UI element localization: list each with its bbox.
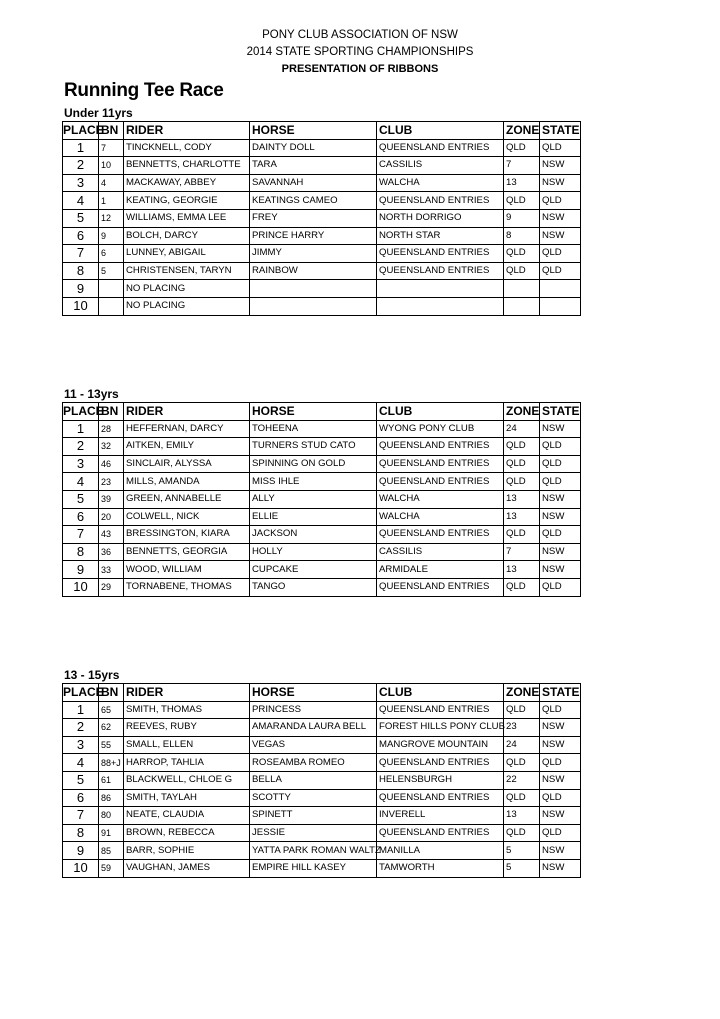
table-header-row [63, 684, 581, 702]
cell-rider: SMALL, ELLEN [124, 736, 250, 754]
cell-horse [250, 297, 377, 315]
cell-bn: 65 [99, 701, 124, 719]
cell-zone: 13 [504, 561, 540, 579]
cell-rider: VAUGHAN, JAMES [124, 859, 250, 877]
column-header-horse: HORSE [250, 122, 377, 140]
cell-rider: BROWN, REBECCA [124, 824, 250, 842]
cell-zone: 9 [504, 209, 540, 227]
column-header-place: PLACE [63, 403, 99, 421]
cell-horse: MISS IHLE [250, 473, 377, 491]
cell-place: 6 [63, 508, 99, 526]
table-row [63, 139, 581, 157]
column-header-rider: RIDER [124, 122, 250, 140]
table-row [63, 174, 581, 192]
cell-zone: 22 [504, 771, 540, 789]
cell-rider: MILLS, AMANDA [124, 473, 250, 491]
cell-place: 10 [63, 578, 99, 596]
cell-club: INVERELL [377, 807, 504, 825]
event-title: Running Tee Race [64, 80, 224, 101]
cell-rider: WILLIAMS, EMMA LEE [124, 209, 250, 227]
cell-state: NSW [540, 174, 581, 192]
column-header-place: PLACE [63, 122, 99, 140]
cell-horse: SAVANNAH [250, 174, 377, 192]
cell-rider: KEATING, GEORGIE [124, 192, 250, 210]
cell-place: 6 [63, 789, 99, 807]
section-13-15 [62, 667, 580, 878]
cell-horse: CUPCAKE [250, 561, 377, 579]
table-row [63, 245, 581, 263]
cell-place: 2 [63, 719, 99, 737]
cell-club: WALCHA [377, 508, 504, 526]
cell-club: QUEENSLAND ENTRIES [377, 473, 504, 491]
cell-horse: SPINETT [250, 807, 377, 825]
cell-state: QLD [540, 262, 581, 280]
cell-state: QLD [540, 754, 581, 772]
cell-rider: BRESSINGTON, KIARA [124, 526, 250, 544]
results-table [62, 121, 581, 316]
cell-state: NSW [540, 157, 581, 175]
cell-club [377, 297, 504, 315]
column-header-horse: HORSE [250, 684, 377, 702]
cell-place: 10 [63, 859, 99, 877]
cell-rider: HEFFERNAN, DARCY [124, 420, 250, 438]
cell-place: 2 [63, 438, 99, 456]
cell-bn: 1 [99, 192, 124, 210]
cell-zone: 13 [504, 508, 540, 526]
cell-zone [504, 280, 540, 298]
cell-place: 10 [63, 297, 99, 315]
cell-rider: LUNNEY, ABIGAIL [124, 245, 250, 263]
table-row [63, 209, 581, 227]
cell-zone: 7 [504, 543, 540, 561]
cell-rider: AITKEN, EMILY [124, 438, 250, 456]
cell-zone: 13 [504, 807, 540, 825]
cell-state [540, 280, 581, 298]
cell-rider: TORNABENE, THOMAS [124, 578, 250, 596]
cell-club: QUEENSLAND ENTRIES [377, 262, 504, 280]
cell-bn: 91 [99, 824, 124, 842]
cell-place: 4 [63, 192, 99, 210]
cell-zone: QLD [504, 139, 540, 157]
cell-place: 3 [63, 455, 99, 473]
cell-state: NSW [540, 807, 581, 825]
cell-rider: NEATE, CLAUDIA [124, 807, 250, 825]
cell-state: NSW [540, 490, 581, 508]
cell-horse: TURNERS STUD CATO [250, 438, 377, 456]
cell-horse: SCOTTY [250, 789, 377, 807]
table-row [63, 262, 581, 280]
cell-state: QLD [540, 701, 581, 719]
column-header-zone: ZONE [504, 684, 540, 702]
cell-bn: 85 [99, 842, 124, 860]
results-table [62, 402, 581, 597]
cell-state: NSW [540, 508, 581, 526]
cell-horse: ALLY [250, 490, 377, 508]
cell-place: 2 [63, 157, 99, 175]
cell-zone: QLD [504, 578, 540, 596]
cell-rider: BOLCH, DARCY [124, 227, 250, 245]
cell-club: MANILLA [377, 842, 504, 860]
cell-rider: TINCKNELL, CODY [124, 139, 250, 157]
cell-place: 5 [63, 209, 99, 227]
cell-place: 8 [63, 824, 99, 842]
cell-place: 9 [63, 842, 99, 860]
table-row [63, 719, 581, 737]
cell-zone: 13 [504, 174, 540, 192]
cell-zone: 24 [504, 420, 540, 438]
cell-zone: QLD [504, 824, 540, 842]
cell-horse: PRINCE HARRY [250, 227, 377, 245]
cell-zone: QLD [504, 789, 540, 807]
table-row [63, 490, 581, 508]
cell-horse: AMARANDA LAURA BELL [250, 719, 377, 737]
column-header-club: CLUB [377, 403, 504, 421]
cell-state: NSW [540, 719, 581, 737]
cell-bn: 7 [99, 139, 124, 157]
cell-club: QUEENSLAND ENTRIES [377, 578, 504, 596]
cell-bn: 4 [99, 174, 124, 192]
cell-state: NSW [540, 227, 581, 245]
cell-bn [99, 280, 124, 298]
cell-bn: 55 [99, 736, 124, 754]
cell-bn: 32 [99, 438, 124, 456]
cell-bn: 86 [99, 789, 124, 807]
cell-horse: JIMMY [250, 245, 377, 263]
cell-bn: 39 [99, 490, 124, 508]
table-row [63, 824, 581, 842]
cell-zone: QLD [504, 526, 540, 544]
cell-rider: GREEN, ANNABELLE [124, 490, 250, 508]
table-row [63, 280, 581, 298]
cell-club: WALCHA [377, 490, 504, 508]
cell-state: NSW [540, 561, 581, 579]
cell-zone: QLD [504, 455, 540, 473]
championship-title: 2014 STATE SPORTING CHAMPIONSHIPS [246, 46, 474, 58]
cell-club: QUEENSLAND ENTRIES [377, 789, 504, 807]
cell-place: 5 [63, 771, 99, 789]
cell-place: 9 [63, 561, 99, 579]
cell-horse: JACKSON [250, 526, 377, 544]
cell-state: NSW [540, 209, 581, 227]
cell-club: QUEENSLAND ENTRIES [377, 438, 504, 456]
cell-club: MANGROVE MOUNTAIN [377, 736, 504, 754]
cell-club: FOREST HILLS PONY CLUB [377, 719, 504, 737]
table-row [63, 157, 581, 175]
column-header-rider: RIDER [124, 403, 250, 421]
cell-place: 1 [63, 420, 99, 438]
cell-zone: QLD [504, 473, 540, 491]
table-row [63, 807, 581, 825]
cell-bn: 43 [99, 526, 124, 544]
org-title: PONY CLUB ASSOCIATION OF NSW [262, 29, 458, 41]
cell-horse: DAINTY DOLL [250, 139, 377, 157]
column-header-bn: BN [99, 122, 124, 140]
cell-place: 4 [63, 754, 99, 772]
cell-horse: JESSIE [250, 824, 377, 842]
cell-horse: SPINNING ON GOLD [250, 455, 377, 473]
cell-horse: KEATINGS CAMEO [250, 192, 377, 210]
cell-horse: RAINBOW [250, 262, 377, 280]
cell-zone: 7 [504, 157, 540, 175]
cell-rider: REEVES, RUBY [124, 719, 250, 737]
cell-state: QLD [540, 245, 581, 263]
cell-bn: 46 [99, 455, 124, 473]
cell-place: 8 [63, 543, 99, 561]
cell-club: WALCHA [377, 174, 504, 192]
cell-rider: BENNETTS, GEORGIA [124, 543, 250, 561]
cell-place: 7 [63, 245, 99, 263]
cell-zone: QLD [504, 245, 540, 263]
table-row [63, 736, 581, 754]
table-row [63, 578, 581, 596]
cell-state: QLD [540, 455, 581, 473]
table-row [63, 455, 581, 473]
cell-state: QLD [540, 139, 581, 157]
column-header-club: CLUB [377, 684, 504, 702]
table-header-row [63, 403, 581, 421]
cell-zone: 13 [504, 490, 540, 508]
cell-bn: 61 [99, 771, 124, 789]
cell-rider: BLACKWELL, CHLOE G [124, 771, 250, 789]
cell-zone: 5 [504, 859, 540, 877]
cell-bn: 10 [99, 157, 124, 175]
cell-rider: NO PLACING [124, 297, 250, 315]
cell-place: 5 [63, 490, 99, 508]
cell-horse: TARA [250, 157, 377, 175]
cell-zone: QLD [504, 192, 540, 210]
cell-state: QLD [540, 824, 581, 842]
cell-horse: TANGO [250, 578, 377, 596]
age-group-title: 13 - 15yrs [64, 668, 120, 682]
table-row [63, 473, 581, 491]
cell-bn: 12 [99, 209, 124, 227]
cell-club: NORTH STAR [377, 227, 504, 245]
cell-place: 4 [63, 473, 99, 491]
table-row [63, 438, 581, 456]
age-group-title: 11 - 13yrs [64, 387, 119, 401]
cell-club: TAMWORTH [377, 859, 504, 877]
table-row [63, 771, 581, 789]
cell-horse: HOLLY [250, 543, 377, 561]
column-header-zone: ZONE [504, 403, 540, 421]
column-header-state: STATE [540, 122, 581, 140]
column-header-state: STATE [540, 684, 581, 702]
cell-horse: BELLA [250, 771, 377, 789]
table-row [63, 754, 581, 772]
cell-club: HELENSBURGH [377, 771, 504, 789]
cell-state: NSW [540, 736, 581, 754]
cell-bn: 62 [99, 719, 124, 737]
cell-horse: ROSEAMBA ROMEO [250, 754, 377, 772]
cell-state: QLD [540, 192, 581, 210]
cell-rider: BENNETTS, CHARLOTTE [124, 157, 250, 175]
results-table [62, 683, 581, 878]
cell-zone: QLD [504, 438, 540, 456]
column-header-horse: HORSE [250, 403, 377, 421]
cell-state: NSW [540, 771, 581, 789]
cell-rider: MACKAWAY, ABBEY [124, 174, 250, 192]
cell-bn: 29 [99, 578, 124, 596]
cell-club: QUEENSLAND ENTRIES [377, 824, 504, 842]
cell-state: QLD [540, 473, 581, 491]
column-header-zone: ZONE [504, 122, 540, 140]
cell-zone: QLD [504, 754, 540, 772]
cell-rider: SMITH, TAYLAH [124, 789, 250, 807]
cell-state: QLD [540, 438, 581, 456]
column-header-place: PLACE [63, 684, 99, 702]
table-header-row [63, 122, 581, 140]
cell-bn: 6 [99, 245, 124, 263]
table-row [63, 859, 581, 877]
table-row [63, 842, 581, 860]
age-group-title: Under 11yrs [64, 106, 133, 120]
cell-horse: ELLIE [250, 508, 377, 526]
cell-horse: VEGAS [250, 736, 377, 754]
cell-bn: 5 [99, 262, 124, 280]
cell-place: 7 [63, 807, 99, 825]
section-11-13 [62, 386, 580, 597]
cell-state: NSW [540, 543, 581, 561]
table-row [63, 192, 581, 210]
cell-state: NSW [540, 420, 581, 438]
cell-club: NORTH DORRIGO [377, 209, 504, 227]
cell-club: WYONG PONY CLUB [377, 420, 504, 438]
cell-bn: 20 [99, 508, 124, 526]
cell-state: NSW [540, 859, 581, 877]
cell-club: QUEENSLAND ENTRIES [377, 245, 504, 263]
cell-zone: QLD [504, 701, 540, 719]
cell-rider: WOOD, WILLIAM [124, 561, 250, 579]
table-row [63, 420, 581, 438]
cell-state: QLD [540, 578, 581, 596]
cell-bn: 23 [99, 473, 124, 491]
cell-rider: BARR, SOPHIE [124, 842, 250, 860]
cell-zone: 8 [504, 227, 540, 245]
cell-horse: PRINCESS [250, 701, 377, 719]
cell-bn: 33 [99, 561, 124, 579]
cell-zone: QLD [504, 262, 540, 280]
cell-place: 9 [63, 280, 99, 298]
cell-club: QUEENSLAND ENTRIES [377, 701, 504, 719]
cell-horse: FREY [250, 209, 377, 227]
table-row [63, 508, 581, 526]
section-under-11 [62, 105, 580, 316]
table-row [63, 701, 581, 719]
cell-bn: 80 [99, 807, 124, 825]
cell-zone: 5 [504, 842, 540, 860]
cell-club: QUEENSLAND ENTRIES [377, 455, 504, 473]
cell-club: QUEENSLAND ENTRIES [377, 754, 504, 772]
cell-state: QLD [540, 526, 581, 544]
cell-horse: EMPIRE HILL KASEY [250, 859, 377, 877]
cell-place: 8 [63, 262, 99, 280]
cell-bn: 59 [99, 859, 124, 877]
column-header-bn: BN [99, 403, 124, 421]
cell-rider: SINCLAIR, ALYSSA [124, 455, 250, 473]
cell-club: QUEENSLAND ENTRIES [377, 139, 504, 157]
cell-state [540, 297, 581, 315]
table-row [63, 526, 581, 544]
cell-bn: 88+J [99, 754, 124, 772]
column-header-state: STATE [540, 403, 581, 421]
cell-rider: CHRISTENSEN, TARYN [124, 262, 250, 280]
cell-bn [99, 297, 124, 315]
column-header-club: CLUB [377, 122, 504, 140]
table-row [63, 543, 581, 561]
cell-zone: 24 [504, 736, 540, 754]
cell-club: CASSILIS [377, 543, 504, 561]
cell-club: QUEENSLAND ENTRIES [377, 526, 504, 544]
cell-club [377, 280, 504, 298]
cell-place: 3 [63, 736, 99, 754]
cell-rider: SMITH, THOMAS [124, 701, 250, 719]
cell-zone: 23 [504, 719, 540, 737]
cell-bn: 28 [99, 420, 124, 438]
cell-club: QUEENSLAND ENTRIES [377, 192, 504, 210]
cell-club: ARMIDALE [377, 561, 504, 579]
cell-place: 1 [63, 701, 99, 719]
cell-state: NSW [540, 842, 581, 860]
table-row [63, 789, 581, 807]
cell-state: QLD [540, 789, 581, 807]
cell-place: 1 [63, 139, 99, 157]
cell-horse: YATTA PARK ROMAN WALTZ [250, 842, 377, 860]
cell-place: 6 [63, 227, 99, 245]
cell-bn: 36 [99, 543, 124, 561]
cell-rider: HARROP, TAHLIA [124, 754, 250, 772]
cell-place: 7 [63, 526, 99, 544]
table-row [63, 227, 581, 245]
cell-zone [504, 297, 540, 315]
cell-bn: 9 [99, 227, 124, 245]
cell-horse [250, 280, 377, 298]
cell-horse: TOHEENA [250, 420, 377, 438]
column-header-bn: BN [99, 684, 124, 702]
table-row [63, 297, 581, 315]
presentation-title: PRESENTATION OF RIBBONS [281, 63, 439, 75]
cell-rider: COLWELL, NICK [124, 508, 250, 526]
column-header-rider: RIDER [124, 684, 250, 702]
cell-rider: NO PLACING [124, 280, 250, 298]
cell-club: CASSILIS [377, 157, 504, 175]
table-row [63, 561, 581, 579]
cell-place: 3 [63, 174, 99, 192]
